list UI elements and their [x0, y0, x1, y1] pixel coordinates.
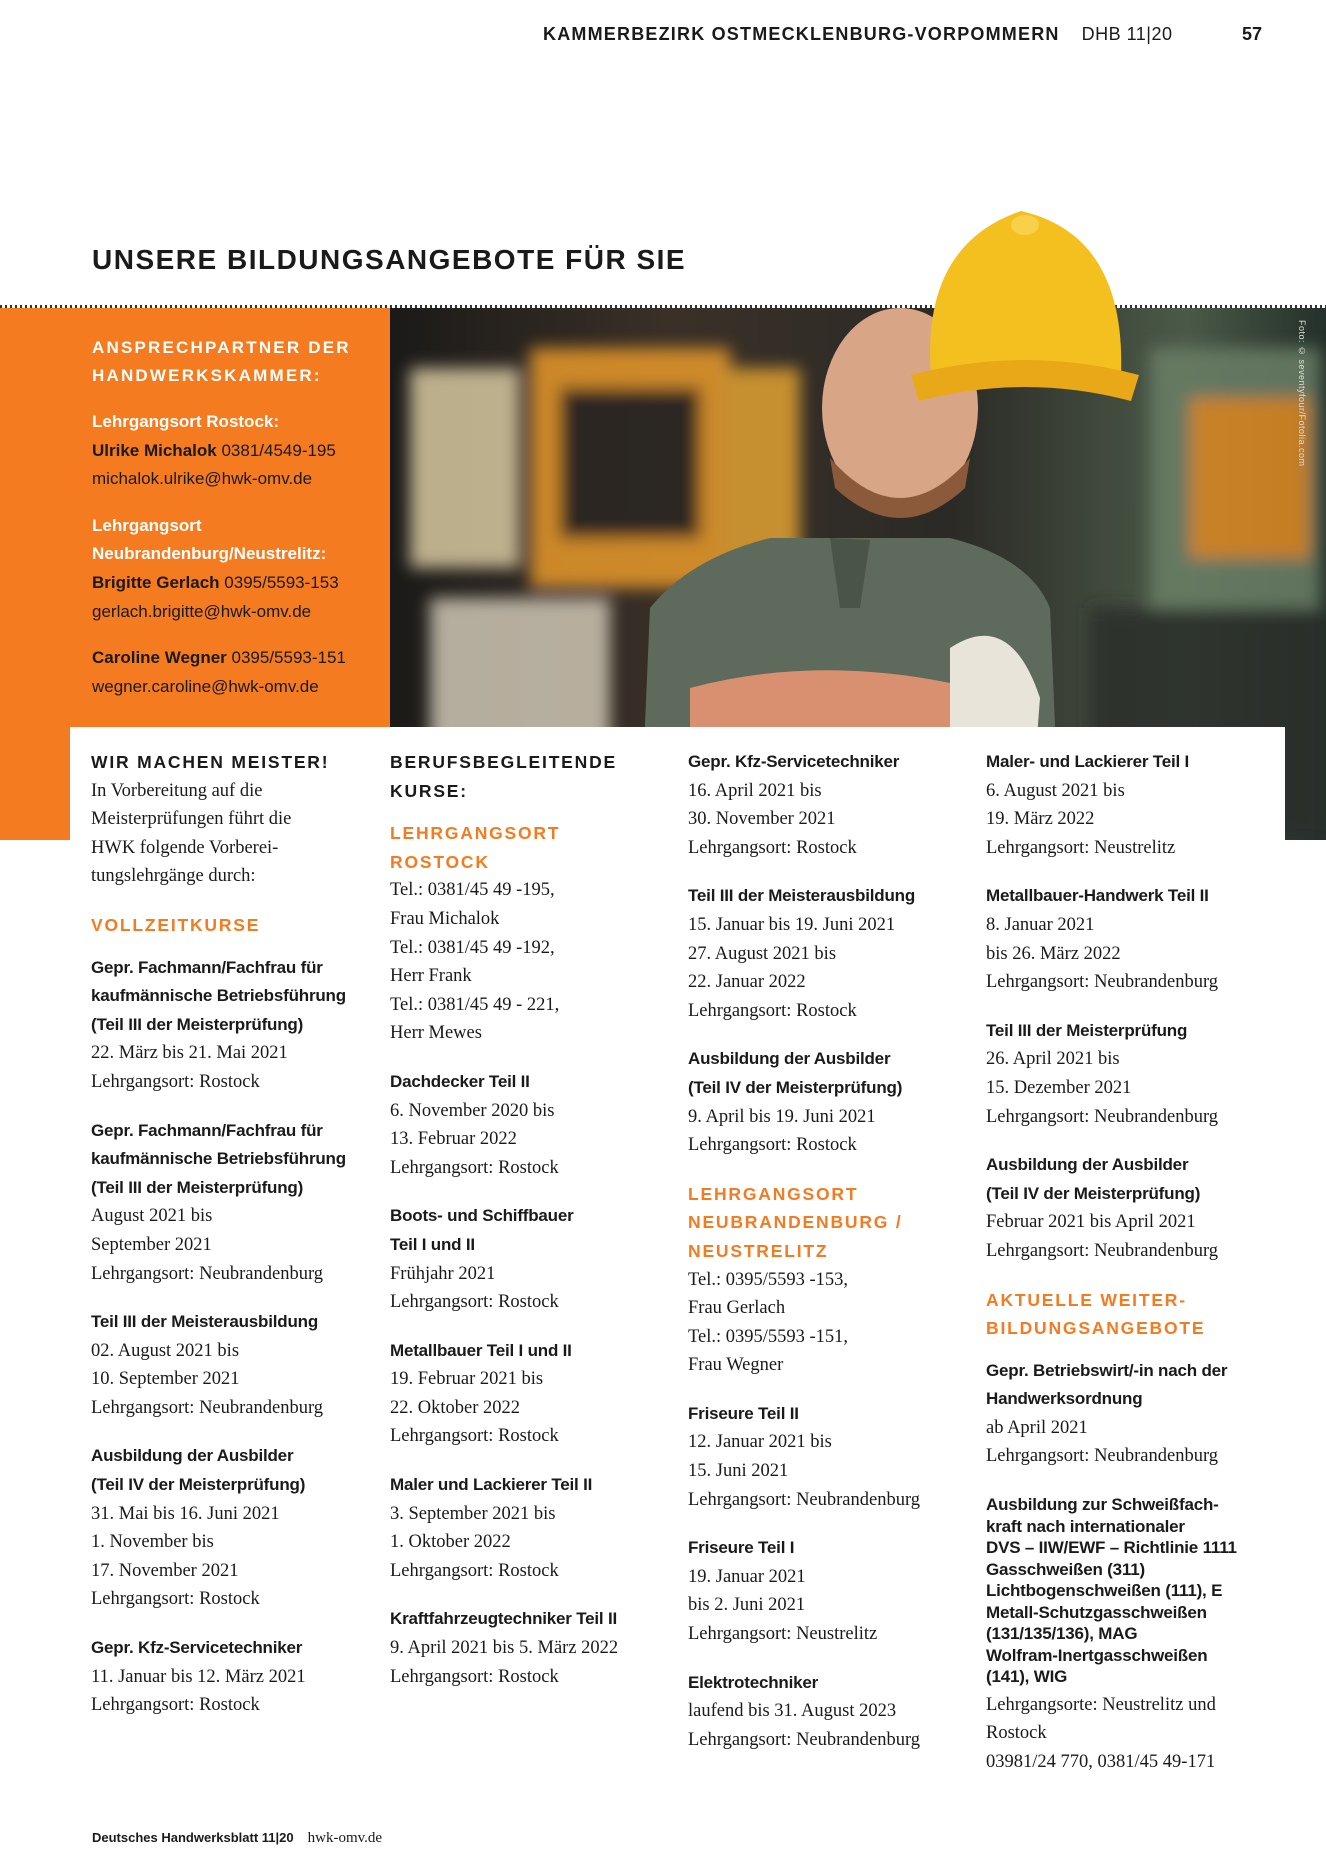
course-block	[91, 911, 386, 940]
text-line: Lehrgangsort: Neubrandenburg	[91, 1397, 324, 1418]
text-line: 19. Januar 2021	[688, 1566, 806, 1587]
course-block	[91, 1634, 386, 1720]
title-line: Maler- und Lackierer Teil I	[986, 752, 1190, 771]
title-line: LEHRGANGSORT	[390, 823, 561, 844]
text-line: Lehrgangsorte: Neustrelitz und	[986, 1694, 1216, 1715]
title-line: WIR MACHEN MEISTER!	[91, 752, 330, 772]
title-line: (Teil III der Meisterprüfung)	[91, 1177, 304, 1197]
title-line: KURSE:	[390, 780, 468, 801]
publication-name: Deutsches Handwerksblatt 11|20	[92, 1830, 294, 1845]
course-block	[986, 1491, 1286, 1776]
course-block	[390, 1068, 685, 1182]
text-line: Lehrgangsort: Neubrandenburg	[986, 1240, 1219, 1261]
title-line: Gepr. Fachmann/Fachfrau für	[91, 1120, 323, 1140]
block-title	[390, 1068, 685, 1097]
text-line: 15. Dezember 2021	[986, 1077, 1132, 1098]
block-title	[390, 819, 685, 876]
text-line: 16. April 2021 bis	[688, 780, 822, 801]
title-line: Metall-Schutzgasschweißen	[986, 1602, 1207, 1622]
title-line: (131/135/136), MAG	[986, 1624, 1138, 1644]
text-line: 6. August 2021 bis	[986, 780, 1125, 801]
contact-group	[92, 512, 382, 702]
block-title	[986, 748, 1286, 777]
contact-email[interactable]: michalok.ulrike@hwk-omv.de	[92, 469, 313, 489]
title-line: kaufmännische Betriebsführung	[91, 1149, 346, 1169]
title-line: Kraftfahrzeugtechniker Teil II	[390, 1609, 618, 1629]
text-line: Lehrgangsort: Neubrandenburg	[688, 1729, 921, 1750]
text-line: 11. Januar bis 12. März 2021	[91, 1666, 306, 1687]
page-title: UNSERE BILDUNGSANGEBOTE FÜR SIE	[92, 244, 687, 275]
title-line: Lichtbogenschweißen (111), E	[986, 1581, 1223, 1601]
block-title	[986, 1491, 1286, 1691]
text-line: 15. Januar bis 19. Juni 2021	[688, 914, 896, 935]
title-line: Gepr. Fachmann/Fachfrau für	[91, 957, 323, 977]
text-line: Tel.: 0381/45 49 - 221,	[390, 994, 560, 1015]
contact-phone: 0395/5593-153	[224, 572, 339, 592]
block-title	[688, 1045, 983, 1102]
block-title	[986, 1151, 1286, 1208]
text-line: 13. Februar 2022	[390, 1129, 517, 1150]
block-title	[91, 748, 386, 777]
course-block	[91, 954, 386, 1097]
text-line: Lehrgangsort: Neustrelitz	[986, 837, 1176, 858]
text-line: Frau Wegner	[688, 1355, 784, 1376]
title-line: DVS – IIW/EWF – Richtlinie 1111	[986, 1538, 1237, 1558]
title-line: Teil III der Meisterprüfung	[986, 1020, 1188, 1040]
block-title	[986, 1286, 1286, 1343]
text-line: 22. März bis 21. Mai 2021	[91, 1043, 288, 1064]
text-line: Lehrgangsort: Rostock	[91, 1589, 260, 1610]
text-line: Rostock	[986, 1723, 1047, 1744]
contact-name: Brigitte Gerlach	[92, 572, 220, 592]
text-line: 1. November bis	[91, 1532, 214, 1553]
text-line: 19. März 2022	[986, 809, 1095, 830]
text-line: Lehrgangsort: Rostock	[390, 1292, 559, 1313]
title-line: kraft nach internationaler	[986, 1516, 1185, 1536]
text-line: 27. August 2021 bis	[688, 943, 837, 964]
text-line: In Vorbereitung auf die	[91, 780, 263, 801]
course-block	[688, 1180, 983, 1380]
title-line: (Teil III der Meisterprüfung)	[91, 1014, 304, 1034]
text-line: 31. Mai bis 16. Juni 2021	[91, 1503, 280, 1524]
text-line: Frau Michalok	[390, 908, 500, 929]
title-line: Gepr. Betriebswirt/-in nach der	[986, 1360, 1228, 1380]
text-line: 17. November 2021	[91, 1560, 239, 1581]
course-block	[986, 882, 1286, 996]
course-block	[688, 882, 983, 1025]
text-line: Tel.: 0395/5593 -151,	[688, 1326, 849, 1347]
text-line: tungslehrgänge durch:	[91, 866, 256, 887]
course-block	[390, 819, 685, 1048]
title-line: ROSTOCK	[390, 851, 490, 872]
column-4	[986, 748, 1286, 1796]
text-line: Februar 2021 bis April 2021	[986, 1212, 1196, 1233]
text-line: 1. Oktober 2022	[390, 1532, 511, 1553]
photo-credit: Foto: © seventyfour/Fotolia.com	[1297, 320, 1307, 467]
block-title	[390, 1337, 685, 1366]
hard-hat-icon	[911, 205, 1139, 415]
block-title	[91, 1634, 386, 1663]
text-line: Lehrgangsort: Neubrandenburg	[986, 972, 1219, 993]
footer	[92, 1830, 382, 1847]
title-line: Teil III der Meisterausbildung	[91, 1312, 319, 1332]
course-block	[91, 1117, 386, 1289]
title-line: (141), WIG	[986, 1667, 1068, 1687]
course-block	[390, 1471, 685, 1585]
text-line: Tel.: 0381/45 49 -195,	[390, 880, 555, 901]
text-line: Lehrgangsort: Rostock	[688, 1135, 857, 1156]
title-line: BILDUNGSANGEBOTE	[986, 1318, 1206, 1339]
text-line: Herr Frank	[390, 966, 472, 987]
course-block	[390, 1605, 685, 1691]
text-line: bis 2. Juni 2021	[688, 1595, 806, 1616]
text-line: Lehrgangsort: Rostock	[390, 1560, 559, 1581]
title-line: Metallbauer-Handwerk Teil II	[986, 886, 1209, 906]
column-2	[390, 748, 685, 1711]
course-block	[688, 1534, 983, 1648]
text-line: laufend bis 31. August 2023	[688, 1701, 897, 1722]
text-line: Lehrgangsort: Rostock	[390, 1426, 559, 1447]
title-line: Teil III der Meisterausbildung	[688, 886, 916, 906]
course-block	[986, 1286, 1286, 1343]
text-line: 3. September 2021 bis	[390, 1503, 556, 1524]
contact-person	[92, 569, 382, 626]
title-line: Ausbildung zur Schweißfach-	[986, 1495, 1219, 1515]
text-line: Frühjahr 2021	[390, 1263, 496, 1284]
contact-location: Lehrgangsort Neubrandenburg/Neustrelitz:	[92, 515, 327, 564]
title-line: Metallbauer Teil I und II	[390, 1340, 572, 1360]
text-line: Lehrgangsort: Neubrandenburg	[986, 1106, 1219, 1127]
contact-name-line	[92, 437, 382, 466]
text-line: 30. November 2021	[688, 809, 836, 830]
text-line: ab April 2021	[986, 1417, 1088, 1438]
contact-name: Ulrike Michalok	[92, 440, 217, 460]
text-line: 9. April 2021 bis 5. März 2022	[390, 1638, 619, 1659]
title-line: Wolfram-Inertgasschweißen	[986, 1645, 1208, 1665]
title-line: Boots- und Schiffbauer	[390, 1206, 574, 1226]
title-line: (Teil IV der Meisterprüfung)	[91, 1475, 306, 1495]
text-line: 9. April bis 19. Juni 2021	[688, 1106, 876, 1127]
title-line: Handwerksordnung	[986, 1389, 1143, 1409]
course-block	[688, 1669, 983, 1755]
text-line: Lehrgangsort: Neustrelitz	[688, 1624, 878, 1645]
text-line: Lehrgangsort: Rostock	[688, 837, 857, 858]
block-title	[390, 1605, 685, 1634]
column-1	[91, 748, 386, 1740]
block-title	[390, 748, 685, 805]
title-line: (Teil IV der Meisterprüfung)	[986, 1183, 1201, 1203]
block-title	[688, 882, 983, 911]
text-line: 02. August 2021 bis	[91, 1340, 240, 1361]
title-line: (Teil IV der Meisterprüfung)	[688, 1077, 903, 1097]
text-line: bis 26. März 2022	[986, 943, 1121, 964]
text-line: Lehrgangsort: Neubrandenburg	[688, 1489, 921, 1510]
title-line: Friseure Teil II	[688, 1403, 799, 1423]
page-number: 57	[1242, 24, 1263, 44]
title-line: BERUFSBEGLEITENDE	[390, 752, 618, 772]
section-name: KAMMERBEZIRK OSTMECKLENBURG-VORPOMMERN	[543, 24, 1060, 44]
column-3	[688, 748, 983, 1774]
block-title	[688, 1180, 983, 1266]
title-line: kaufmännische Betriebsführung	[91, 986, 346, 1006]
title-line: Gepr. Kfz-Servicetechniker	[91, 1638, 303, 1658]
text-line: 8. Januar 2021	[986, 914, 1095, 935]
website-link[interactable]: hwk-omv.de	[307, 1830, 383, 1846]
block-title	[986, 882, 1286, 911]
text-line: September 2021	[91, 1234, 212, 1255]
text-line: Lehrgangsort: Rostock	[390, 1157, 559, 1178]
course-block	[986, 1357, 1286, 1471]
text-line: 22. Januar 2022	[688, 972, 806, 993]
text-line: Lehrgangsort: Rostock	[688, 1000, 857, 1021]
contact-info	[92, 334, 382, 719]
course-block	[91, 1308, 386, 1422]
text-line: Tel.: 0381/45 49 -192,	[390, 937, 555, 958]
contact-location: Lehrgangsort Rostock:	[92, 412, 280, 431]
text-line: 22. Oktober 2022	[390, 1397, 520, 1418]
block-title	[91, 1117, 386, 1203]
contact-phone: 0381/4549-195	[221, 440, 336, 460]
contact-group	[92, 408, 382, 494]
text-line: HWK folgende Vorberei-	[91, 837, 279, 858]
contact-name-line	[92, 569, 382, 598]
text-line: Lehrgangsort: Neubrandenburg	[986, 1446, 1219, 1467]
contact-phone: 0395/5593-151	[231, 648, 346, 668]
title-line: NEUBRANDENBURG /	[688, 1212, 903, 1233]
text-line: Herr Mewes	[390, 1023, 482, 1044]
block-title	[91, 954, 386, 1040]
course-block	[688, 748, 983, 862]
block-title	[688, 1400, 983, 1429]
title-line: Elektrotechniker	[688, 1672, 819, 1692]
text-line: Lehrgangsort: Neubrandenburg	[91, 1263, 324, 1284]
contact-heading: ANSPRECHPARTNER DER HANDWERKSKAMMER:	[92, 338, 351, 385]
text-line: 10. September 2021	[91, 1369, 240, 1390]
block-title	[91, 1308, 386, 1337]
text-line: Lehrgangsort: Rostock	[91, 1071, 260, 1092]
contact-name: Caroline Wegner	[92, 648, 227, 668]
title-line: LEHRGANGSORT	[688, 1183, 859, 1204]
block-title	[390, 1202, 685, 1259]
contact-email[interactable]: gerlach.brigitte@hwk-omv.de	[92, 601, 312, 621]
block-title	[91, 1442, 386, 1499]
title-line: Maler und Lackierer Teil II	[390, 1475, 593, 1495]
running-header	[543, 24, 1172, 45]
block-title	[986, 1017, 1286, 1046]
title-line: VOLLZEITKURSE	[91, 914, 261, 935]
block-title	[688, 1669, 983, 1698]
title-line: AKTUELLE WEITER-	[986, 1289, 1187, 1310]
text-line: Lehrgangsort: Rostock	[390, 1666, 559, 1687]
title-line: Ausbildung der Ausbilder	[91, 1446, 294, 1466]
text-line: 19. Februar 2021 bis	[390, 1369, 544, 1390]
text-line: Tel.: 0395/5593 -153,	[688, 1269, 849, 1290]
title-line: Ausbildung der Ausbilder	[986, 1155, 1189, 1175]
text-line: August 2021 bis	[91, 1206, 213, 1227]
block-title	[390, 1471, 685, 1500]
course-block	[91, 1442, 386, 1614]
contact-person	[92, 437, 382, 494]
title-line: Gasschweißen (311)	[986, 1559, 1145, 1579]
title-line: Teil I und II	[390, 1234, 475, 1254]
block-title	[688, 1534, 983, 1563]
contact-person	[92, 644, 382, 701]
course-block	[390, 1337, 685, 1451]
title-line: Dachdecker Teil II	[390, 1071, 530, 1091]
title-line: Ausbildung der Ausbilder	[688, 1049, 891, 1069]
block-title	[986, 1357, 1286, 1414]
title-line: NEUSTRELITZ	[688, 1240, 829, 1261]
title-line: Gepr. Kfz-Servicetechniker	[688, 752, 900, 771]
block-title	[91, 911, 386, 940]
course-block	[688, 1045, 983, 1159]
text-line: 03981/24 770, 0381/45 49-171	[986, 1751, 1216, 1772]
contact-email[interactable]: wegner.caroline@hwk-omv.de	[92, 676, 319, 696]
text-line: 15. Juni 2021	[688, 1461, 789, 1482]
block-title	[688, 748, 983, 777]
course-block	[986, 1017, 1286, 1131]
text-line: Meisterprüfungen führt die	[91, 809, 292, 830]
issue-label: DHB 11|20	[1081, 24, 1173, 44]
course-block	[390, 1202, 685, 1316]
title-line: Friseure Teil I	[688, 1538, 795, 1558]
course-block	[986, 1151, 1286, 1265]
text-line: 12. Januar 2021 bis	[688, 1432, 832, 1453]
text-line: 26. April 2021 bis	[986, 1049, 1120, 1070]
text-line: 6. November 2020 bis	[390, 1100, 555, 1121]
contact-name-line	[92, 644, 382, 673]
course-block	[91, 748, 386, 891]
text-line: Frau Gerlach	[688, 1298, 786, 1319]
course-block	[688, 1400, 983, 1514]
course-block	[390, 748, 685, 805]
course-block	[986, 748, 1286, 862]
text-line: Lehrgangsort: Rostock	[91, 1695, 260, 1716]
